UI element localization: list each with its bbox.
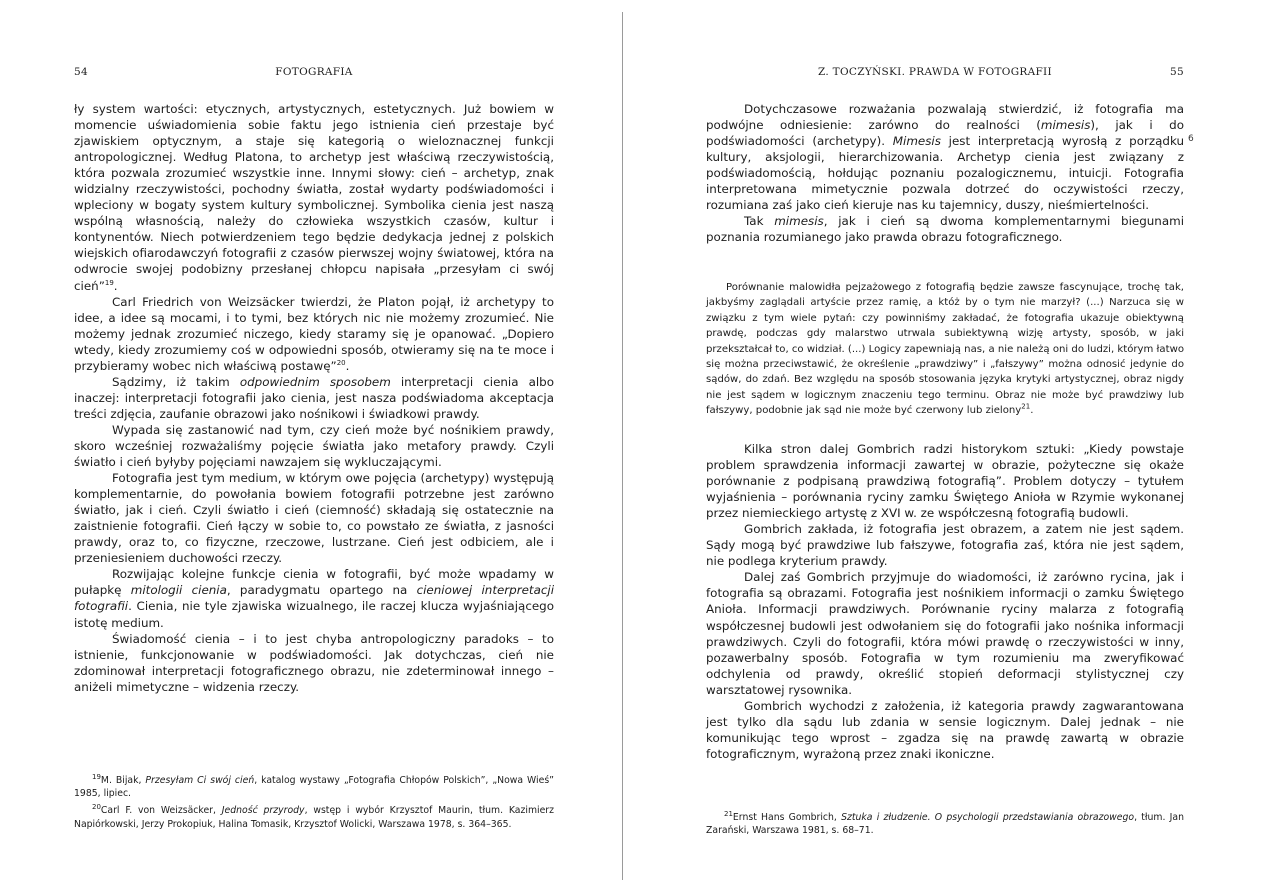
paragraph: Rozwijając kolejne funkcje cienia w fotografii, być może wpadamy w pułapkę mitologii cienia, paradygmatu opartego na cieniowej interpretacji fotografii. Cienia, nie tyle zjawiska wizualnego, ile raczej klucza wyjaśniającego istotę medium. — [74, 567, 555, 630]
footnote-ref-20: 20 — [336, 358, 346, 367]
paragraph: Gombrich wychodzi z założenia, iż kategoria prawdy zagwarantowana jest tylko dla sądu lub zdania w sensie logicznym. Dalej jednak – nie komunikując tego wprost – zgadza się na prawdę zawartą w obrazie fotograficznym, wyrażoną przez znaki ikoniczne. — [706, 698, 1184, 761]
right-page — [706, 0, 1184, 894]
footnote-21: $^{21}$Ernst Hans Gombrich, Sztuka i złudzenie. O psychologii przedstawiania obrazowego, tłum. Jan Zarański, Warszawa 1981, s. 68–71. — [706, 809, 1184, 837]
paragraph: Carl Friedrich von Weizsäcker twierdzi, że Platon pojął, iż archetypy to idee, a idee są mocami, i to tymi, bez których nic nie możemy zrozumieć. Nie możemy jednak zrozumieć niczego, kiedy staramy się je opanować. „Dopiero wtedy, kiedy zrozumiemy coś w odpowiedni sposób, otwieramy się na te moce i przybieramy wobec nich właściwą postawę”$^{20}$. — [74, 294, 554, 373]
paragraph: Gombrich zakłada, iż fotografia jest obrazem, a zatem nie jest sądem. Sądy mogą być prawdziwe lub fałszywe, fotografia zaś, która nie jest sądem, nie podlega kryterium prawdy. — [706, 522, 1184, 569]
paragraph: Dalej zaś Gombrich przyjmuje do wiadomości, iż zarówno rycina, jak i fotografia są obrazami. Fotografia jest nośnikiem informacji o zamku Świętego Anioła. Informacji prawdziwych. Porównanie ryciny malarza z fotografią współczesnej budowli jest odwołaniem się do fotografii jako nośnika informacji prawdziwych. Czyli do fotografii, która mówi prawdę o rzeczywistości w inny, pozawerbalny sposób. Fotografia w tym rozumieniu ma zweryfikować odchylenia od prawdy, określić stopień deformacji stylistycznej czy warsztatowej rysownika. — [706, 570, 1184, 697]
paragraph: Sądzimy, iż takim odpowiednim sposobem interpretacji cienia albo inaczej: interpretacji fotografii jako cienia, jest nasza podświadoma akceptacja treści zdjęcia, zaufanie obrazowi jako nośnikowi i świadkowi prawdy. — [74, 374, 555, 421]
paragraph: ły system wartości: etycznych, artystycznych, estetycznych. Już bowiem w momencie uświadomienia sobie faktu jego istnienia cień przestaje być zjawiskiem optycznym, a staje się kategorią o wieloznacznej funkcji antropologicznej. Według Platona, to archetyp jest właściwą rzeczywistością, która pozwala zrozumieć wszystkie inne. Innymi słowy: cień – archetyp, znak widzialny rzeczywistości, pochodny światła, został wydarty podświadomości i wpleciony w bogaty system kultury symbolicznej. Symbolika cienia jest naszą wspólną własnością, należy do człowieka wszystkich czasów, kultur i kontynentów. Niech potwierdzeniem tego będzie dedykacja jednej z polskich wiejskich ofiarodawczyń fotografii z czasów pierwszej wojny światowej, która na odwrocie swojej podobizny przesłanej chłopcu napisała „przesyłam ci swój cień”$^{19}$. — [74, 102, 554, 293]
footnote-ref-21: 21 — [1021, 402, 1031, 411]
left-footnotes — [74, 774, 554, 835]
right-footnotes — [706, 811, 1184, 841]
footnote-19: $^{19}$M. Bijak, Przesyłam Ci swój cień, katalog wystawy „Fotografia Chłopów Polskich”, „Nowa Wieś” 1985, lipiec. — [74, 772, 554, 800]
left-page-number: 54 — [74, 66, 88, 78]
paragraph: Kilka stron dalej Gombrich radzi historykom sztuki: „Kiedy powstaje problem sprawdzenia informacji zawartej w obrazie, pożyteczne się okaże porównanie z podpisaną prawdziwą fotografią”. Problem dotyczy – tytułem wyjaśnienia – porównania ryciny zamku Świętego Anioła w Rzymie wykonanej przez niemieckiego artystę z XVI w. ze współczesną fotografią budowli. — [706, 442, 1184, 521]
block-quote: Porównanie malowidła pejzażowego z fotografią będzie zawsze fascynujące, trochę tak, jakbyśmy zaglądali artyście przez ramię, a któż by o tym nie marzył? (...) Narzuca się w związku z tym wiele pytań: czy powinniśmy zakładać, że fotografia ukazuje obiektywną prawdę, podczas gdy malarstwo utrwala subiektywną wizję artysty, sposób, w jaki przekształcał to, co widział. (...) Logicy zapewniają nas, a nie należą oni do ludzi, którym łatwo się można przeciwstawić, że określenie „prawdziwy” i „fałszywy” można odnosić jedynie do sądów, do zdań. Bez względu na sposób stosowania języka krytyki artystycznej, obraz nigdy nie jest sądem w logicznym znaczeniu tego terminu. Obraz nie może być prawdziwy lub fałszywy, podobnie jak sąd nie może być czerwony lub zielony$^{21}$. — [706, 282, 1184, 417]
left-running-head: FOTOGRAFIA — [275, 66, 353, 78]
book-spine — [622, 12, 623, 880]
right-page-number: 55 — [1170, 66, 1184, 78]
paragraph: Świadomość cienia – i to jest chyba antropologiczny paradoks – to istnienie, funkcjonowanie w podświadomości. Jak dotychczas, cień nie zdominował interpretacji fotograficznego obrazu, nie zdeterminował innego – aniżeli mimetyczne – widzenia rzeczy. — [74, 631, 554, 694]
left-body-text — [74, 101, 554, 695]
left-page — [74, 0, 554, 894]
margin-mark: 6 — [1188, 134, 1194, 144]
left-running-header — [74, 66, 554, 82]
footnote-ref-19: 19 — [104, 278, 114, 287]
right-running-head: Z. TOCZYŃSKI. PRAWDA W FOTOGRAFII — [818, 66, 1052, 78]
right-body-text-top — [706, 101, 1184, 245]
paragraph: Fotografia jest tym medium, w którym owe pojęcia (archetypy) występują komplementarnie, do powołania bowiem fotografii potrzebne jest zarówno światło, jak i cień. Czyli światło i cień (ciemność) składają się ostatecznie na zaistnienie fotografii. Cień łączy w sobie to, co powstało ze światła, z jasności prawdy, oraz to, co fizyczne, rzeczowe, lustrzane. Cień jest odbiciem, ale i przeniesieniem duchowości rzeczy. — [74, 471, 554, 566]
paragraph: Tak mimesis, jak i cień są dwoma komplementarnymi biegunami poznania rozumianego jako prawda obrazu fotograficznego. — [706, 214, 1185, 245]
right-running-header — [706, 66, 1184, 82]
paragraph: Dotychczasowe rozważania pozwalają stwierdzić, iż fotografia ma podwójne odniesienie: zarówno do realności (mimesis), jak i do podświadomości (archetypy). Mimesis jest interpretacją wyrosłą z porządku kultury, aksjologii, hierarchizowania. Archetyp cienia jest związany z podświadomością, hołdując poznaniu pozalogicznemu, intuicji. Fotografia interpretowana mimetycznie pozwala dotrzeć do oczywistości rzeczy, rozumiana zaś jako cień kieruje nas ku tajemnicy, duszy, nieśmiertelności. — [706, 102, 1184, 213]
right-body-text-bottom — [706, 441, 1184, 762]
footnote-20: $^{20}$Carl F. von Weizsäcker, Jedność przyrody, wstęp i wybór Krzysztof Maurin, tłum. Kazimierz Napiórkowski, Jerzy Prokopiuk, Halina Tomasik, Krzysztof Wolicki, Warszawa 1978, s. 364–365. — [74, 803, 555, 830]
paragraph: Wypada się zastanowić nad tym, czy cień może być nośnikiem prawdy, skoro wcześniej rozważaliśmy pojęcie światła jako metafory prawdy. Czyli światło i cień byłyby pojęciami nawzajem się wykluczającymi. — [74, 422, 554, 470]
